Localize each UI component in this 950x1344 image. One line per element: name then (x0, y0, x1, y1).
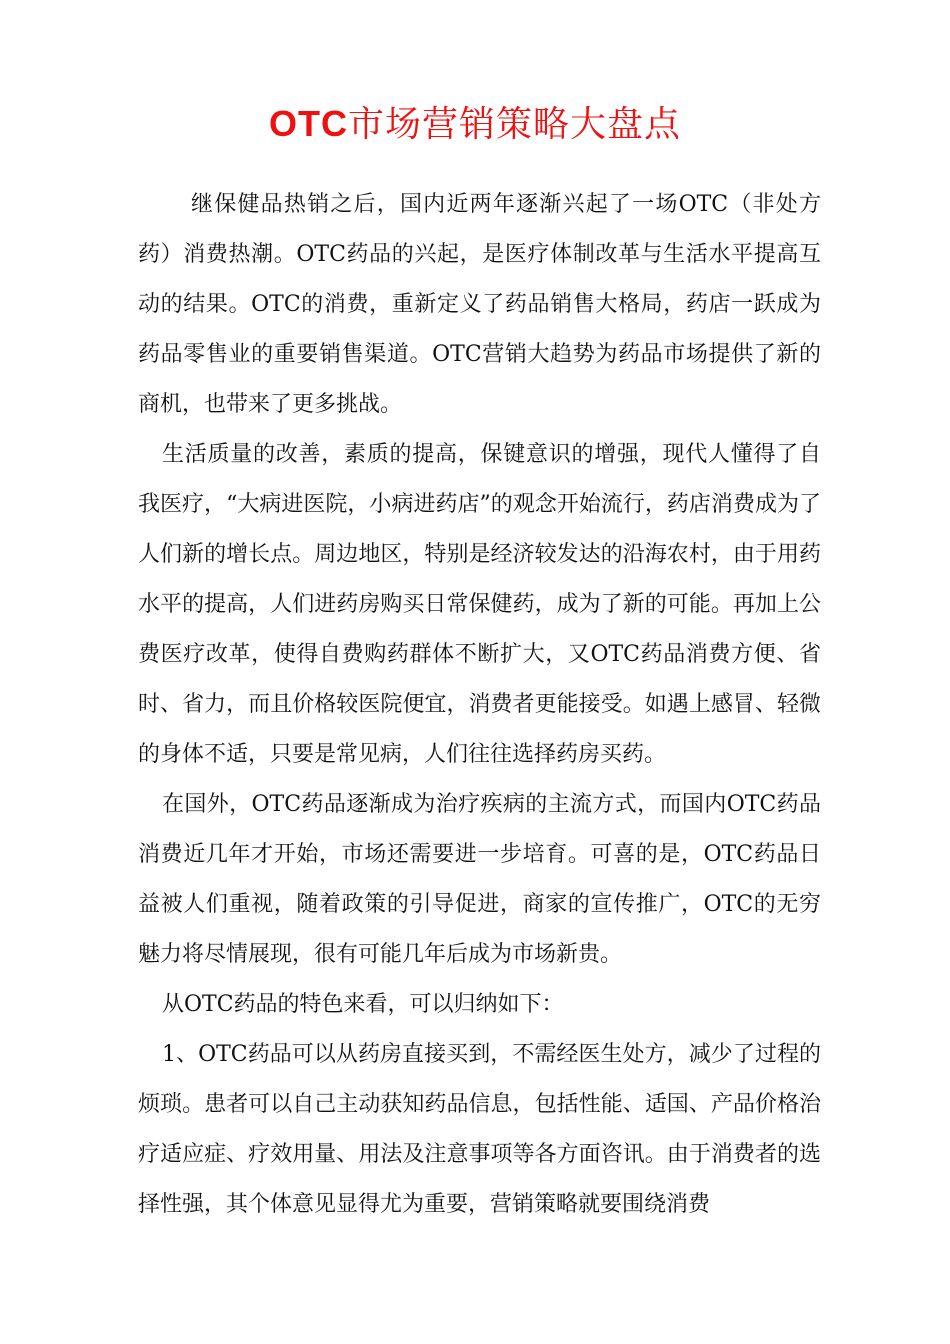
paragraph-features-intro: 从OTC药品的特色来看，可以归纳如下： (162, 992, 564, 1017)
title-text: 市场营销策略大盘点 (347, 104, 681, 145)
paragraph-intro: 继保健品热销之后，国内近两年逐渐兴起了一场OTC（非处方药）消费热潮。OTC药品的兴起，是医疗体制改革与生活水平提高互动的结果。OTC的消费，重新定义了药品销售大格局，药店一跃成为药品零售业的重要销售渠道。OTC营销大趋势为药品市场提供了新的商机，也带来了更多挑战。 (138, 192, 821, 417)
title-otc: OTC (268, 103, 348, 144)
paragraph-feature-1: 1、OTC药品可以从药房直接买到，不需经医生处方，减少了过程的烦琐。患者可以自己主动获知药品信息，包括性能、适国、产品价格治疗适应症、疗效用量、用法及注意事项等各方面咨讯。由于消费者的选择性强，其个体意见显得尤为重要，营销策略就要围绕消费 (138, 1042, 821, 1217)
paragraph-quality-of-life: 生活质量的改善，素质的提高，保键意识的增强，现代人懂得了自我医疗，“大病进医院，小病进药店”的观念开始流行，药店消费成为了人们新的增长点。周边地区，特别是经济较发达的沿海农村，由于用药水平的提高，人们进药房购买日常保健药，成为了新的可能。再加上公费医疗改革，使得自费购药群体不断扩大，又OTC药品消费方便、省时、省力，而且价格较医院便宜，消费者更能接受。如遇上感冒、轻微的身体不适，只要是常见病，人们往往选择药房买药。 (138, 442, 821, 767)
paragraph-abroad: 在国外，OTC药品逐渐成为治疗疾病的主流方式，而国内OTC药品消费近几年才开始，市场还需要进一步培育。可喜的是，OTC药品日益被人们重视，随着政策的引导促进，商家的宣传推广，OTC的无穷魅力将尽情展现，很有可能几年后成为市场新贵。 (138, 792, 821, 967)
document-title (0, 100, 950, 149)
document-body (138, 180, 821, 1230)
